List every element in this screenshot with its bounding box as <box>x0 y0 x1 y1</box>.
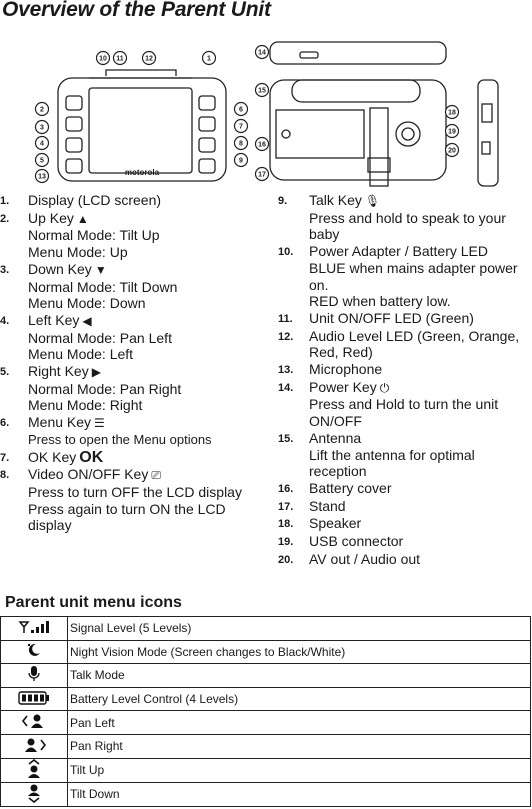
table-row <box>1 711 531 735</box>
icon-description: Night Vision Mode (Screen changes to Black/White) <box>68 640 531 664</box>
item-description: Press to turn OFF the LCD display <box>28 483 242 500</box>
icon-description: Talk Mode <box>68 664 531 688</box>
item-description: Menu Mode: Down <box>28 295 146 312</box>
item-description: Press and Hold to turn the unit ON/OFF <box>309 396 499 430</box>
callout-number: 8 <box>239 140 243 148</box>
item-number: 4. <box>0 314 10 327</box>
battery-icon <box>1 687 68 711</box>
callout-number: 7 <box>239 123 243 131</box>
item-description: Normal Mode: Pan Right <box>28 380 182 397</box>
signal-icon <box>1 617 68 641</box>
item-label: Power Key <box>309 378 377 395</box>
list-item <box>278 430 532 480</box>
item-number: 6. <box>0 417 10 430</box>
list-item <box>278 533 532 551</box>
item-label: Microphone <box>309 361 383 378</box>
item-number: 17. <box>278 500 294 513</box>
item-number: 5. <box>0 366 10 379</box>
list-item <box>278 361 532 379</box>
list-item <box>0 363 260 414</box>
item-label: Battery cover <box>309 479 392 496</box>
list-item <box>278 310 532 328</box>
icon-description: Battery Level Control (4 Levels) <box>68 687 531 711</box>
callout-number: 16 <box>258 141 266 149</box>
item-description: Press and hold to speak to your baby <box>309 209 506 243</box>
callout-number: 18 <box>448 109 456 117</box>
key-glyph-icon: ⏻ <box>379 380 390 395</box>
key-glyph-icon: ▲ <box>76 211 89 226</box>
callout-number: 9 <box>239 157 243 165</box>
list-item <box>278 498 532 516</box>
list-item <box>0 414 260 448</box>
item-number: 14. <box>278 381 294 394</box>
key-glyph-icon: ☰ <box>94 416 105 431</box>
item-label: Power Adapter / Battery LED <box>309 243 488 260</box>
item-number: 13. <box>278 364 294 377</box>
callout-number: 6 <box>239 106 243 114</box>
item-label: Display (LCD screen) <box>28 192 162 208</box>
item-label: Video ON/OFF Key <box>28 466 149 483</box>
list-item <box>0 210 260 261</box>
item-label: Audio Level LED (Green, Orange, Red, Red) <box>309 327 520 361</box>
icon-description: Pan Right <box>68 734 531 758</box>
item-label: Up Key <box>28 209 74 226</box>
table-row <box>1 758 531 782</box>
callout-number: 19 <box>448 128 456 136</box>
item-label: Down Key <box>28 260 92 277</box>
pan-left-icon <box>1 711 68 735</box>
callout-number: 1 <box>207 55 211 63</box>
list-item <box>0 192 260 210</box>
speaker-grille <box>396 122 420 146</box>
list-item <box>0 312 260 363</box>
microphone-icon <box>1 664 68 688</box>
item-number: 20. <box>278 553 294 566</box>
front-view-body <box>58 78 226 181</box>
item-description: Normal Mode: Tilt Up <box>28 227 160 244</box>
tilt-up-icon <box>1 758 68 782</box>
list-item <box>0 449 260 467</box>
key-glyph-icon: ▼ <box>94 262 107 277</box>
item-number: 19. <box>278 536 294 549</box>
table-row <box>1 782 531 806</box>
list-item <box>278 551 532 569</box>
item-description: Press to open the Menu options <box>28 431 212 447</box>
item-label: Speaker <box>309 515 362 532</box>
item-number: 1. <box>0 195 10 207</box>
left-item-list <box>0 192 260 534</box>
parent-unit-figure <box>0 38 532 194</box>
pan-right-icon <box>1 734 68 758</box>
list-item <box>0 261 260 312</box>
callout-number: 20 <box>448 147 456 155</box>
item-description: BLUE when mains adapter power on. <box>309 259 518 293</box>
callout-number: 11 <box>116 55 124 63</box>
battery-cover <box>276 110 364 158</box>
item-label: Left Key <box>28 311 80 328</box>
night-vision-icon <box>1 640 68 664</box>
callout-number: 10 <box>99 55 107 63</box>
item-label: Right Key <box>28 363 89 380</box>
callout-number: 14 <box>258 49 266 57</box>
item-label: Stand <box>309 497 346 514</box>
item-number: 7. <box>0 451 10 464</box>
item-number: 9. <box>278 195 288 207</box>
icon-description: Pan Left <box>68 711 531 735</box>
item-description: Lift the antenna for optimal reception <box>309 446 475 480</box>
callout-number: 3 <box>40 124 44 132</box>
item-label: Unit ON/OFF LED (Green) <box>309 309 474 326</box>
key-glyph-icon: 🎙 <box>364 194 381 208</box>
key-glyph-icon: ◀ <box>82 313 92 328</box>
callout-number: 2 <box>40 106 44 114</box>
list-item <box>278 328 532 361</box>
logo: motorola <box>124 168 160 177</box>
callout-number: 15 <box>258 87 266 95</box>
callout-number: 17 <box>258 171 266 179</box>
right-item-list <box>278 192 532 568</box>
table-row <box>1 687 531 711</box>
lcd-screen <box>89 88 192 173</box>
list-item <box>278 515 532 533</box>
item-description: Menu Mode: Left <box>28 346 134 363</box>
list-item <box>278 379 532 430</box>
side-view-body <box>478 80 498 186</box>
callout-number: 5 <box>40 157 44 165</box>
icon-description: Tilt Down <box>68 782 531 806</box>
table-row <box>1 664 531 688</box>
list-item <box>278 480 532 498</box>
item-label: OK Key <box>28 448 77 465</box>
antenna <box>292 80 420 102</box>
item-label: Talk Key <box>309 192 362 208</box>
item-number: 3. <box>0 263 10 276</box>
item-label: USB connector <box>309 533 404 550</box>
table-row <box>1 640 531 664</box>
item-label: AV out / Audio out <box>309 550 421 567</box>
list-item <box>278 243 532 310</box>
item-number: 15. <box>278 432 294 445</box>
item-number: 10. <box>278 246 294 259</box>
stand <box>370 108 388 186</box>
item-description: RED when battery low. <box>309 293 451 310</box>
page-title: Overview of the Parent Unit <box>2 0 271 21</box>
item-label: Menu Key <box>28 414 92 431</box>
menu-icons-table <box>0 616 531 807</box>
key-glyph-icon: ▶ <box>91 365 101 380</box>
table-row <box>1 734 531 758</box>
callout-number: 13 <box>38 173 46 181</box>
item-number: 18. <box>278 518 294 531</box>
menu-icons-heading: Parent unit menu icons <box>5 594 182 611</box>
item-label: Antenna <box>309 429 362 446</box>
tilt-down-icon <box>1 782 68 806</box>
icon-description: Signal Level (5 Levels) <box>68 617 531 641</box>
key-glyph-icon: OK <box>79 448 104 466</box>
item-number: 16. <box>278 482 294 495</box>
item-description: Menu Mode: Right <box>28 397 143 414</box>
item-number: 8. <box>0 469 10 482</box>
item-description: Menu Mode: Up <box>28 244 128 261</box>
table-row <box>1 617 531 641</box>
item-description: Press again to turn ON the LCD display <box>28 500 226 534</box>
callout-number: 12 <box>145 55 153 63</box>
item-description: Normal Mode: Pan Left <box>28 329 172 346</box>
icon-description: Tilt Up <box>68 758 531 782</box>
list-item <box>0 466 260 534</box>
callout-number: 4 <box>40 140 44 148</box>
top-view-body <box>270 42 446 64</box>
item-number: 2. <box>0 212 10 225</box>
item-number: 12. <box>278 330 294 343</box>
item-description: Normal Mode: Tilt Down <box>28 278 178 295</box>
list-item <box>278 192 532 243</box>
item-number: 11. <box>278 312 293 325</box>
key-glyph-icon: ⎚ <box>151 468 161 483</box>
